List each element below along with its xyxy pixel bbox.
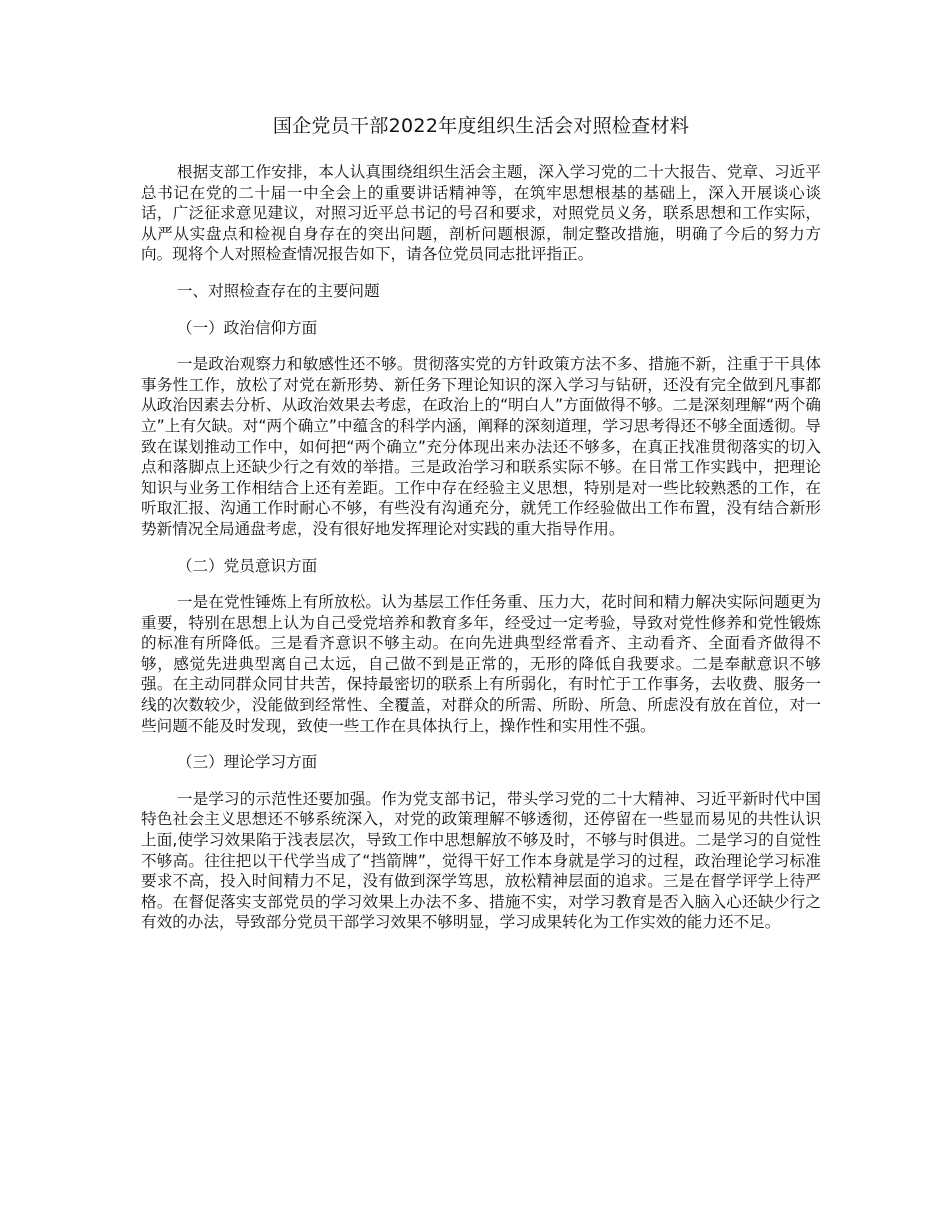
- political-belief-paragraph: 一是政治观察力和敏感性还不够。贯彻落实党的方针政策方法不多、措施不新，注重于干具体事务性工作，放松了对党在新形势、新任务下理论知识的深入学习与钻研，还没有完全做到凡事都从政治因素去分析、从政治效果去考虑，在政治上的“明白人”方面做得不够。二是深刻理解“两个确立”上有欠缺。对“两个确立”中蕴含的科学内涵，阐释的深刻道理，学习思考得还不够全面透彻。导致在谋划推动工作中，如何把“两个确立”充分体现出来办法还不够多，在真正找准贯彻落实的切入点和落脚点上还缺少行之有效的举措。三是政治学习和联系实际不够。在日常工作实践中，把理论知识与业务工作相结合上还有差距。工作中存在经验主义思想，特别是对一些比较熟悉的工作，在听取汇报、沟通工作时耐心不够，有些没有沟通充分，就凭工作经验做出工作布置，没有结合新形势新情况全局通盘考虑，没有很好地发挥理论对实践的重大指导作用。: [141, 355, 821, 538]
- section-heading-main-problems: 一、对照检查存在的主要问题: [176, 281, 380, 300]
- document-title: 国企党员干部2022年度组织生活会对照检查材料: [272, 115, 690, 137]
- subsection-heading-theory-study: （三）理论学习方面: [176, 753, 318, 772]
- document-page: [141, 112, 821, 949]
- subsection-heading-political-belief: （一）政治信仰方面: [176, 318, 318, 337]
- theory-study-paragraph: 一是学习的示范性还要加强。作为党支部书记，带头学习党的二十大精神、习近平新时代中国特色社会主义思想还不够系统深入，对党的政策理解不够透彻，还停留在一些显而易见的共性认识上面,使学习效果陷于浅表层次，导致工作中思想解放不够及时，不够与时俱进。二是学习的自觉性不够高。往往把以干代学当成了“挡箭牌”，觉得干好工作本身就是学习的过程，政治理论学习标准要求不高，投入时间精力不足，没有做到深学笃思，放松精神层面的追求。三是在督学评学上待严格。在督促落实支部党员的学习效果上办法不多、措施不实，对学习教育是否入脑入心还缺少行之有效的办法，导致部分党员干部学习效果不够明显，学习成果转化为工作实效的能力还不足。: [141, 789, 821, 932]
- intro-paragraph: 根据支部工作安排，本人认真围绕组织生活会主题，深入学习党的二十大报告、党章、习近平总书记在党的二十届一中全会上的重要讲话精神等，在筑牢思想根基的基础上，深入开展谈心谈话，广泛征求意见建议，对照习近平总书记的号召和要求，对照党员义务，联系思想和工作实际，从严从实盘点和检视自身存在的突出问题，剖析问题根源，制定整改措施，明确了今后的努力方向。现将个人对照检查情况报告如下，请各位党员同志批评指正。: [141, 163, 821, 264]
- subsection-heading-party-awareness: （二）党员意识方面: [176, 556, 318, 575]
- party-awareness-paragraph: 一是在党性锤炼上有所放松。认为基层工作任务重、压力大，花时间和精力解决实际问题更为重要，特别在思想上认为自己受党培养和教育多年，经受过一定考验，导致对党性修养和党性锻炼的标准有所降低。三是看齐意识不够主动。在向先进典型经常看齐、主动看齐、全面看齐做得不够，感觉先进典型离自己太远，自己做不到是正常的，无形的降低自我要求。二是奉献意识不够强。在主动同群众同甘共苦，保持最密切的联系上有所弱化，有时忙于工作事务，去收费、服务一线的次数较少，没能做到经常性、全覆盖，对群众的所需、所盼、所急、所虑没有放在首位，对一些问题不能及时发现，致使一些工作在具体执行上，操作性和实用性不强。: [141, 593, 821, 735]
